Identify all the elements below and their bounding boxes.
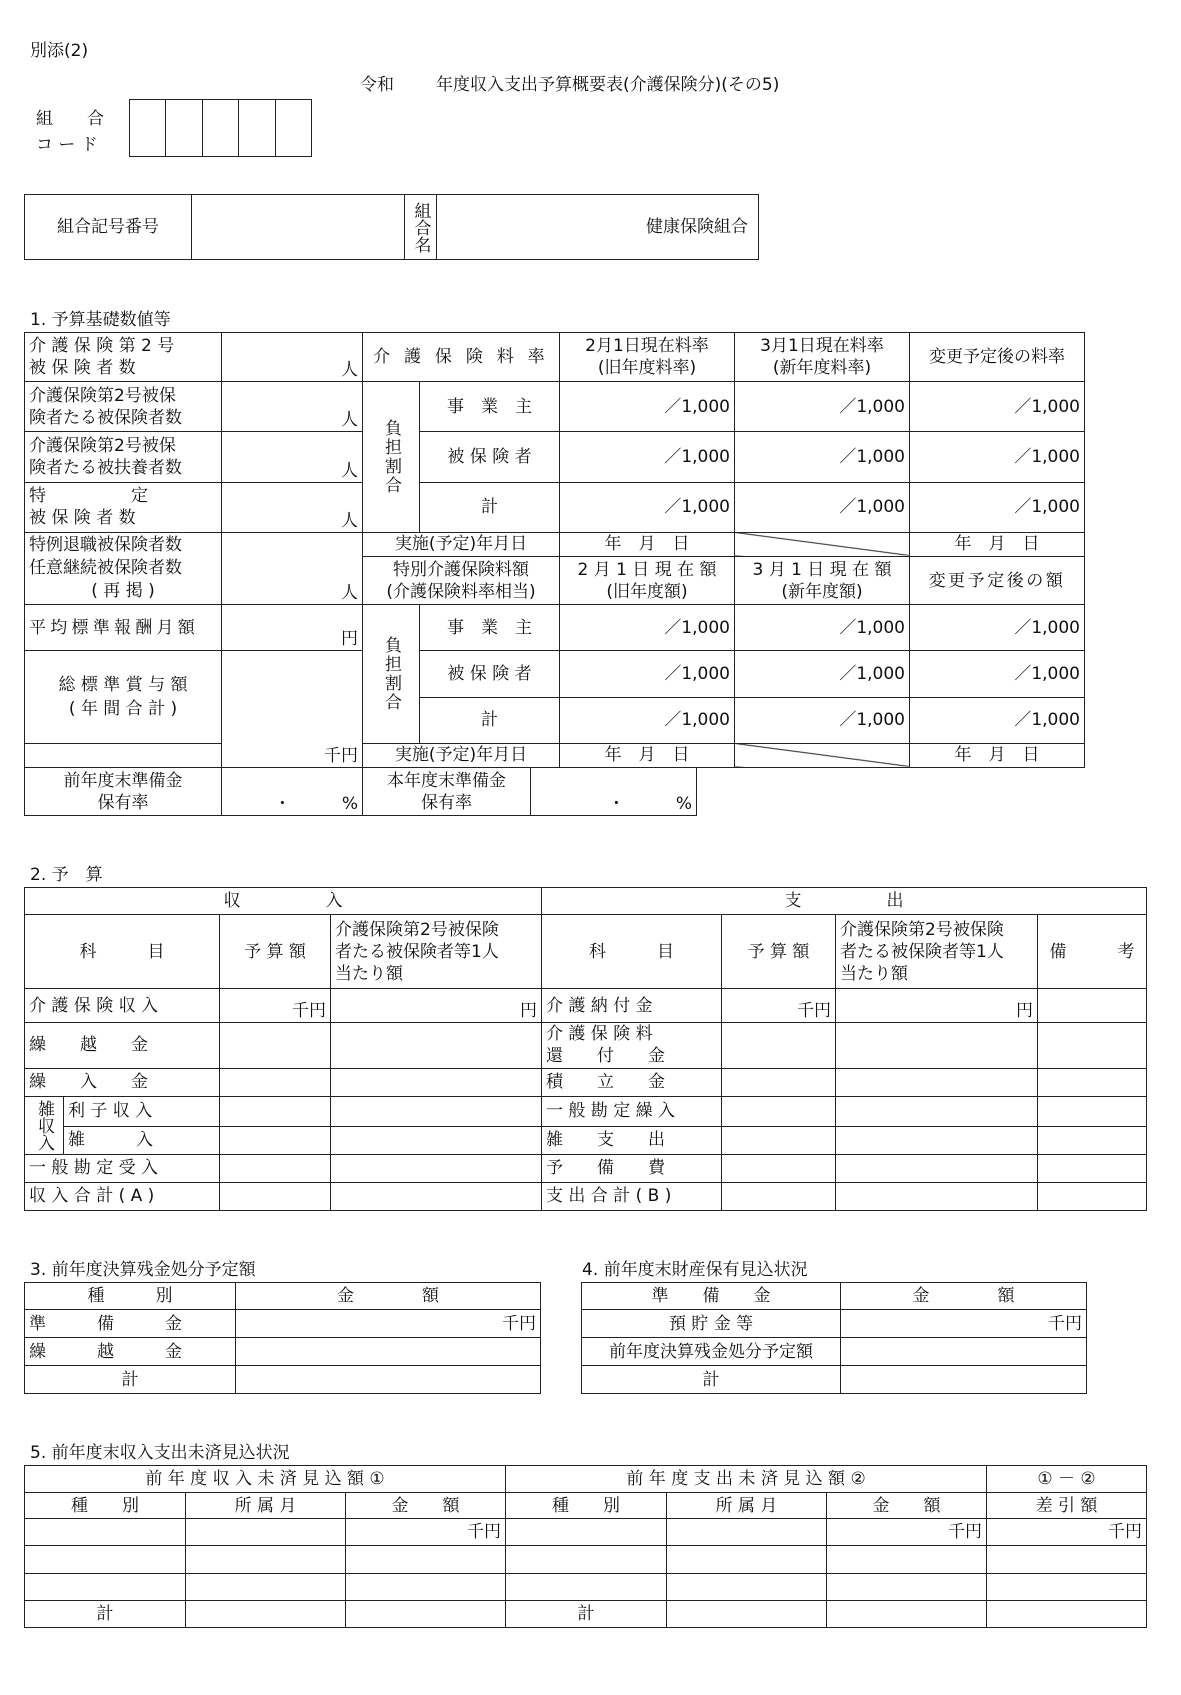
attachment-label: 別添(2) [30,41,89,61]
header-income-month: 所 属 月 [186,1493,346,1519]
income-row-label: 雑 入 [64,1126,220,1154]
header-expense-budget: 予 算 額 [722,915,836,989]
feb-rate-total[interactable]: ／1,000 [560,482,735,532]
income-budget-cell[interactable] [220,1068,331,1096]
expense-month-cell[interactable] [667,1546,827,1573]
label-amount-total: 計 [420,697,560,743]
income-amount-cell[interactable]: 千円 [346,1519,506,1546]
header-diff: 差 引 額 [987,1493,1147,1519]
header-expense-subject: 科 目 [542,915,722,989]
expense-total-budget[interactable] [722,1182,836,1210]
income-total-label: 計 [25,1600,186,1627]
value-special-insured[interactable]: 人 [222,482,363,532]
income-type-cell[interactable] [25,1519,186,1546]
settlement-disposal-table [24,1282,541,1394]
symbol-number-field[interactable] [192,195,405,260]
income-total-per-person[interactable] [331,1182,542,1210]
mar-amount-employer[interactable]: ／1,000 [735,605,910,651]
row-disposal-label: 前年度決算残金処分予定額 [582,1338,841,1366]
expense-per-person-cell[interactable] [836,1068,1038,1096]
label-bonus-total: 総 標 準 賞 与 額 ( 年 間 合 計 ) [25,651,222,743]
changed-amount-insured[interactable]: ／1,000 [910,651,1085,697]
diff-amount-cell[interactable] [987,1546,1147,1573]
feb-impl-date-2[interactable]: 年 月 日 [560,743,735,767]
code-box[interactable] [166,100,202,157]
value-cur-reserve[interactable]: ・ % [531,768,697,816]
diff-amount-cell[interactable]: 千円 [987,1519,1147,1546]
expense-amount-cell[interactable] [827,1573,987,1600]
remarks-cell[interactable] [1038,1154,1147,1182]
remarks-cell[interactable] [1038,1182,1147,1210]
remarks-cell[interactable] [1038,1023,1147,1068]
header-feb-rate: 2月1日現在料率 (旧年度料率) [560,333,735,382]
header-remarks: 備 考 [1038,915,1147,989]
label-avg-monthly: 平均標準報酬月額 [25,605,222,651]
header-feb-amount: 2 月 1 日 現 在 額 (旧年度額) [560,556,735,604]
header-income: 収 入 [25,888,542,915]
expense-amount-cell[interactable] [827,1546,987,1573]
expense-budget-cell[interactable] [722,1096,836,1126]
header-mar-amount: 3 月 1 日 現 在 額 (新年度額) [735,556,910,604]
income-month-cell[interactable] [186,1573,346,1600]
expense-budget-cell[interactable] [722,1068,836,1096]
expense-per-person-cell[interactable] [836,1023,1038,1068]
expense-per-person-cell[interactable] [836,1096,1038,1126]
income-month-cell[interactable] [186,1519,346,1546]
section4-title: 4. 前年度末財産保有見込状況 [582,1260,808,1280]
income-per-person-cell[interactable]: 円 [331,989,542,1023]
expense-month-cell[interactable] [667,1573,827,1600]
row-reserve-amount[interactable]: 千円 [236,1310,541,1338]
header-changed-amount: 変更予定後の額 [910,556,1085,604]
diff-amount-cell[interactable] [987,1573,1147,1600]
expense-row-label: 予 備 費 [542,1154,722,1182]
header-income-subject: 科 目 [25,915,220,989]
header-expense-month: 所 属 月 [667,1493,827,1519]
feb-impl-date[interactable]: 年 月 日 [560,532,735,556]
label-dependents: 介護保険第2号被保 険者たる被扶養者数 [25,432,222,482]
header-expense-pending: 前 年 度 支 出 未 済 見 込 額 ② [506,1466,987,1493]
income-per-person-cell[interactable] [331,1126,542,1154]
expense-row-label: 介 護 納 付 金 [542,989,722,1023]
income-per-person-cell[interactable] [331,1096,542,1126]
association-name-field[interactable]: 健康保険組合 [437,195,759,260]
header-diff-formula: ① － ② [987,1466,1147,1493]
label-employer: 事 業 主 [420,382,560,432]
row-carryover-amount[interactable] [236,1338,541,1366]
label-impl-date-2: 実施(予定)年月日 [363,743,560,767]
income-per-person-cell[interactable] [331,1154,542,1182]
code-box[interactable] [130,100,166,157]
expense-total-label: 支 出 合 計 ( B ) [542,1182,722,1210]
value-bonus-total[interactable]: 千円 [222,651,363,768]
value-insured-holders[interactable]: 人 [222,382,363,432]
asset-holding-table [581,1282,1087,1394]
label-prev-reserve: 前年度末準備金 保有率 [25,768,222,816]
budget-table [24,887,1147,1211]
expense-type-cell[interactable] [506,1573,667,1600]
remarks-cell[interactable] [1038,1126,1147,1154]
section2-title: 2. 予 算 [30,865,103,885]
value-insured-2go[interactable]: 人 [222,333,363,382]
association-table [24,194,759,260]
code-box[interactable] [202,100,238,157]
income-budget-cell[interactable] [220,1096,331,1126]
diff-total-amount[interactable] [987,1600,1147,1627]
value-retired-continuing[interactable]: 人 [222,532,363,604]
section3-title: 3. 前年度決算残金処分予定額 [30,1260,256,1280]
mar-rate-total[interactable]: ／1,000 [735,482,910,532]
income-per-person-cell[interactable] [331,1068,542,1096]
label-insured: 被 保 険 者 [420,432,560,482]
income-budget-cell[interactable] [220,1023,331,1068]
changed-impl-date-2[interactable]: 年 月 日 [910,743,1085,767]
label-burden-ratio: 負担割合 [363,382,420,533]
header-income-budget: 予 算 額 [220,915,331,989]
income-amount-cell[interactable] [346,1546,506,1573]
income-total-month[interactable] [186,1600,346,1627]
header-expense-per-person: 介護保険第2号被保険 者たる被保険者等1人 当たり額 [836,915,1038,989]
page-title: 年度収入支出予算概要表(介護保険分)(その5) [436,75,780,95]
budget-basis-table [24,332,1085,768]
changed-amount-total[interactable]: ／1,000 [910,697,1085,743]
income-type-cell[interactable] [25,1573,186,1600]
union-code-label-2: コ ー ド [36,135,98,155]
changed-rate-insured[interactable]: ／1,000 [910,432,1085,482]
remarks-cell[interactable] [1038,1068,1147,1096]
label-care-rate: 介 護 保 険 料 率 [363,333,560,382]
label-employer-2: 事 業 主 [420,605,560,651]
expense-budget-cell[interactable] [722,1154,836,1182]
bonus-label-cont [25,743,222,767]
expense-budget-cell[interactable] [722,1023,836,1068]
value-avg-monthly[interactable]: 円 [222,605,363,651]
expense-month-cell[interactable] [667,1519,827,1546]
header-reserve: 準 備 金 [582,1283,841,1310]
feb-amount-employer[interactable]: ／1,000 [560,605,735,651]
header-expense: 支 出 [542,888,1147,915]
income-row-label: 一 般 勘 定 受 入 [25,1154,220,1182]
income-row-label: 介 護 保 険 収 入 [25,989,220,1023]
income-per-person-cell[interactable] [331,1023,542,1068]
expense-per-person-cell[interactable] [836,1126,1038,1154]
value-dependents[interactable]: 人 [222,432,363,482]
expense-budget-cell[interactable] [722,1126,836,1154]
remarks-cell[interactable] [1038,989,1147,1023]
row-total-amount[interactable] [236,1366,541,1394]
expense-row-label: 積 立 金 [542,1068,722,1096]
pending-table [24,1465,1147,1628]
label-special-fee: 特別介護保険料額 (介護保険料率相当) [363,556,560,604]
income-budget-cell[interactable]: 千円 [220,989,331,1023]
header-income-amount: 金 額 [346,1493,506,1519]
label-rate-total: 計 [420,482,560,532]
mar-impl-date-slash [735,532,910,556]
mar-rate-employer[interactable]: ／1,000 [735,382,910,432]
label-misc-income: 雑収入 [25,1096,64,1154]
changed-rate-employer[interactable]: ／1,000 [910,382,1085,432]
expense-row-label: 介 護 保 険 料 還 付 金 [542,1023,722,1068]
mar-impl-date-slash-2 [735,743,910,767]
income-budget-cell[interactable] [220,1126,331,1154]
row-reserve-label: 準 備 金 [25,1310,236,1338]
label-impl-date-1: 実施(予定)年月日 [363,532,560,556]
income-total-label: 収 入 合 計 ( A ) [25,1182,220,1210]
section5-title: 5. 前年度末収入支出未済見込状況 [30,1443,290,1463]
row-deposits-amount[interactable]: 千円 [841,1310,1087,1338]
expense-total-month[interactable] [667,1600,827,1627]
expense-row-label: 雑 支 出 [542,1126,722,1154]
feb-rate-insured[interactable]: ／1,000 [560,432,735,482]
label-cur-reserve: 本年度末準備金 保有率 [363,768,531,816]
code-box[interactable] [239,100,275,157]
header-income-per-person: 介護保険第2号被保険 者たる被保険者等1人 当たり額 [331,915,542,989]
income-row-label: 繰 越 金 [25,1023,220,1068]
row-deposits-label: 預 貯 金 等 [582,1310,841,1338]
income-row-label: 利 子 収 入 [64,1096,220,1126]
expense-per-person-cell[interactable]: 円 [836,989,1038,1023]
era-label: 令和 [360,75,394,95]
header-expense-type: 種 別 [506,1493,667,1519]
header-type: 種 別 [25,1283,236,1310]
label-special-insured: 特 定 被 保 険 者 数 [25,482,222,532]
header-income-type: 種 別 [25,1493,186,1519]
expense-row-label: 一 般 勘 定 繰 入 [542,1096,722,1126]
label-retired-continuing: 特例退職被保険者数 任意継続被保険者数 ( 再 掲 ) [25,532,222,604]
changed-rate-total[interactable]: ／1,000 [910,482,1085,532]
income-total-budget[interactable] [220,1182,331,1210]
expense-total-amount[interactable] [827,1600,987,1627]
header-amount: 金 額 [841,1283,1087,1310]
row-disposal-amount[interactable] [841,1338,1087,1366]
remarks-cell[interactable] [1038,1096,1147,1126]
expense-per-person-cell[interactable] [836,1154,1038,1182]
feb-amount-total[interactable]: ／1,000 [560,697,735,743]
income-amount-cell[interactable] [346,1573,506,1600]
mar-amount-insured[interactable]: ／1,000 [735,651,910,697]
union-code-boxes [129,99,312,157]
mar-rate-insured[interactable]: ／1,000 [735,432,910,482]
mar-amount-total[interactable]: ／1,000 [735,697,910,743]
label-insured-holders: 介護保険第2号被保 険者たる被保険者数 [25,382,222,432]
feb-amount-insured[interactable]: ／1,000 [560,651,735,697]
income-budget-cell[interactable] [220,1154,331,1182]
code-box[interactable] [275,100,311,157]
expense-total-per-person[interactable] [836,1182,1038,1210]
expense-type-cell[interactable] [506,1546,667,1573]
reserve-ratio-table [24,767,697,816]
union-code-label [36,106,120,158]
header-expense-amount: 金 額 [827,1493,987,1519]
expense-budget-cell[interactable]: 千円 [722,989,836,1023]
section1-title: 1. 予算基礎数値等 [30,310,171,330]
row-total-amount[interactable] [841,1366,1087,1394]
row-total-label: 計 [25,1366,236,1394]
income-row-label: 繰 入 金 [25,1068,220,1096]
expense-total-label: 計 [506,1600,667,1627]
row-total-label: 計 [582,1366,841,1394]
label-insured-2: 被 保 険 者 [420,651,560,697]
changed-impl-date[interactable]: 年 月 日 [910,532,1085,556]
expense-amount-cell[interactable]: 千円 [827,1519,987,1546]
union-code-label-1: 組 合 [36,109,104,129]
header-income-pending: 前 年 度 収 入 未 済 見 込 額 ① [25,1466,506,1493]
income-type-cell[interactable] [25,1546,186,1573]
feb-rate-employer[interactable]: ／1,000 [560,382,735,432]
changed-amount-employer[interactable]: ／1,000 [910,605,1085,651]
income-month-cell[interactable] [186,1546,346,1573]
value-prev-reserve[interactable]: ・ % [222,768,363,816]
income-total-amount[interactable] [346,1600,506,1627]
association-name-label: 組合名 [405,195,437,260]
header-mar-rate: 3月1日現在料率 (新年度料率) [735,333,910,382]
header-amount: 金 額 [236,1283,541,1310]
expense-type-cell[interactable] [506,1519,667,1546]
label-insured-2go: 介 護 保 険 第 2 号 被 保 険 者 数 [25,333,222,382]
header-changed-rate: 変更予定後の料率 [910,333,1085,382]
row-carryover-label: 繰 越 金 [25,1338,236,1366]
symbol-number-label: 組合記号番号 [25,195,192,260]
label-burden-ratio-2: 負担割合 [363,605,420,744]
